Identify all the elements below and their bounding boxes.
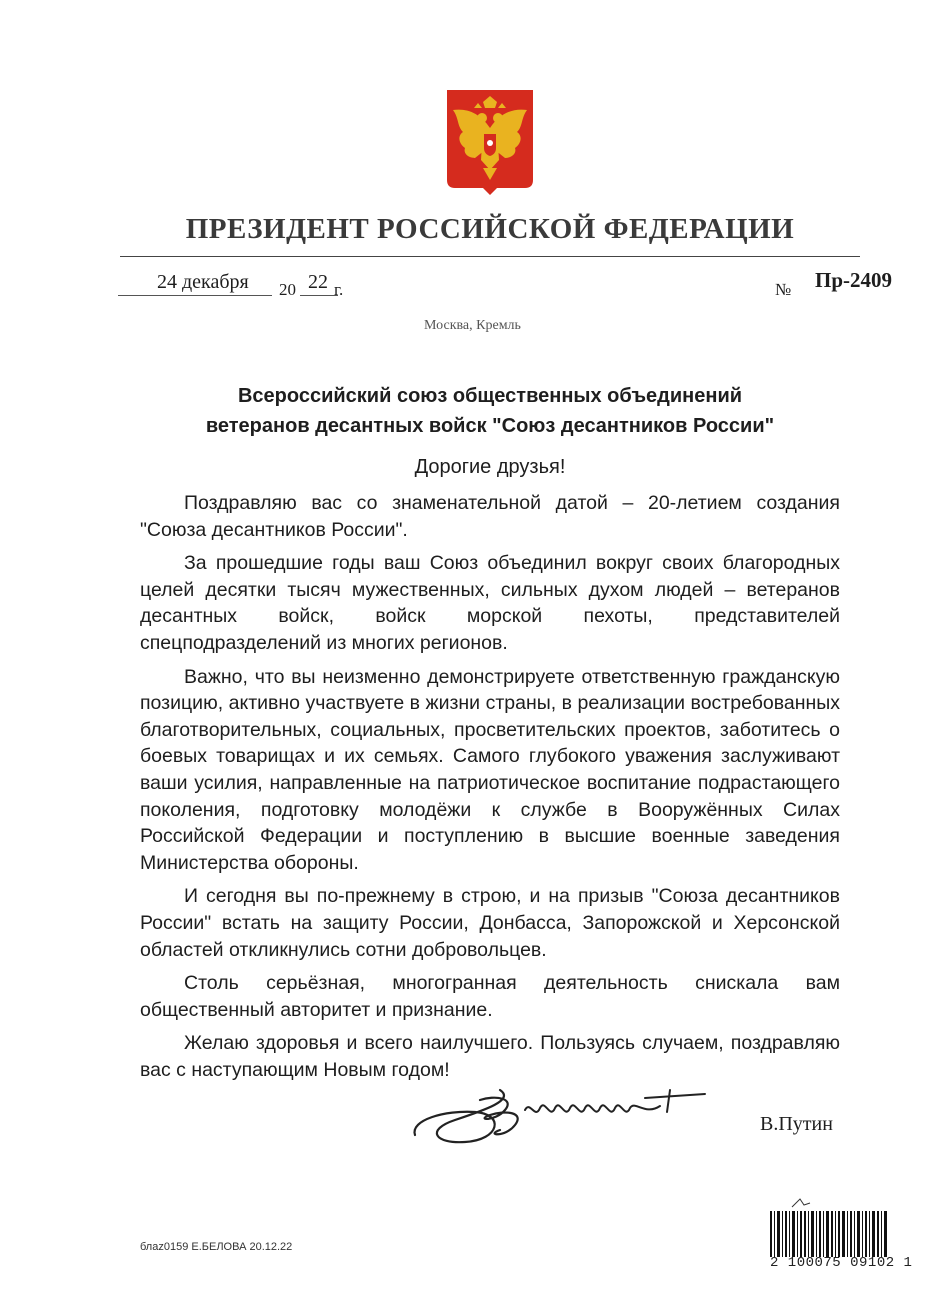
number-label: № [775,280,792,299]
handwritten-signature [405,1080,715,1160]
coat-of-arms-icon [445,88,535,196]
place-of-issue: Москва, Кремль [424,318,521,333]
document-number: Пр-2409 [815,268,893,292]
date-year: 22 [308,271,328,293]
barcode-digits: 2 100075 09102 1 [770,1255,913,1271]
date-year-prefix: 20 [279,280,296,299]
year-underline [300,295,338,296]
date-underline [118,295,272,296]
paragraph: За прошедшие годы ваш Союз объединил вокруг своих благородных целей десятки тысяч мужественных, сильных духом людей – ветеранов десантных войск, войск морской пехоты, представителей спецподразделений из многих регионов. [140,552,840,654]
paragraph: Столь серьёзная, многогранная деятельность снискала вам общественный авторитет и признание. [140,972,840,1021]
date-suffix: г. [334,280,344,299]
addressee-line-1: Всероссийский союз общественных объединений [237,385,743,407]
addressee [140,381,840,441]
paragraph: Важно, что вы неизменно демонстрируете ответственную гражданскую позицию, активно участвуете в жизни страны, в реализации востребованных благотворительных, социальных, просветительских проектов, заботитесь о боевых товарищах и их семьях. Самого глубокого уважения заслуживают ваши усилия, направленные на патриотическое воспитание подрастающего поколения, подготовку молодёжи к службе в Вооружённых Силах Российской Федерации и поступлению в высшие военные заведения Министерства обороны. [140,665,840,874]
header-title: ПРЕЗИДЕНТ РОССИЙСКОЙ ФЕДЕРАЦИИ [185,213,795,245]
letter-body [140,490,840,1090]
header-divider [120,256,860,257]
addressee-line-2: ветеранов десантных войск "Союз десантников России" [205,415,775,437]
registration-note: блаz0159 Е.БЕЛОВА 20.12.22 [140,1241,293,1253]
paragraph: Желаю здоровья и всего наилучшего. Пользуясь случаем, поздравляю вас с наступающим Новым годом! [140,1032,840,1081]
greeting: Дорогие друзья! [414,456,566,478]
signatory-name: В.Путин [760,1113,833,1135]
paragraph: И сегодня вы по-прежнему в строю, и на призыв "Союза десантников России" встать на защиту России, Донбасса, Запорожской и Херсонской областей откликнулись сотни добровольцев. [140,885,840,961]
paragraph: Поздравляю вас со знаменательной датой – 20-летием создания "Союза десантников России". [140,492,840,541]
barcode-icon [770,1197,890,1257]
date-day: 24 декабря [157,271,249,293]
